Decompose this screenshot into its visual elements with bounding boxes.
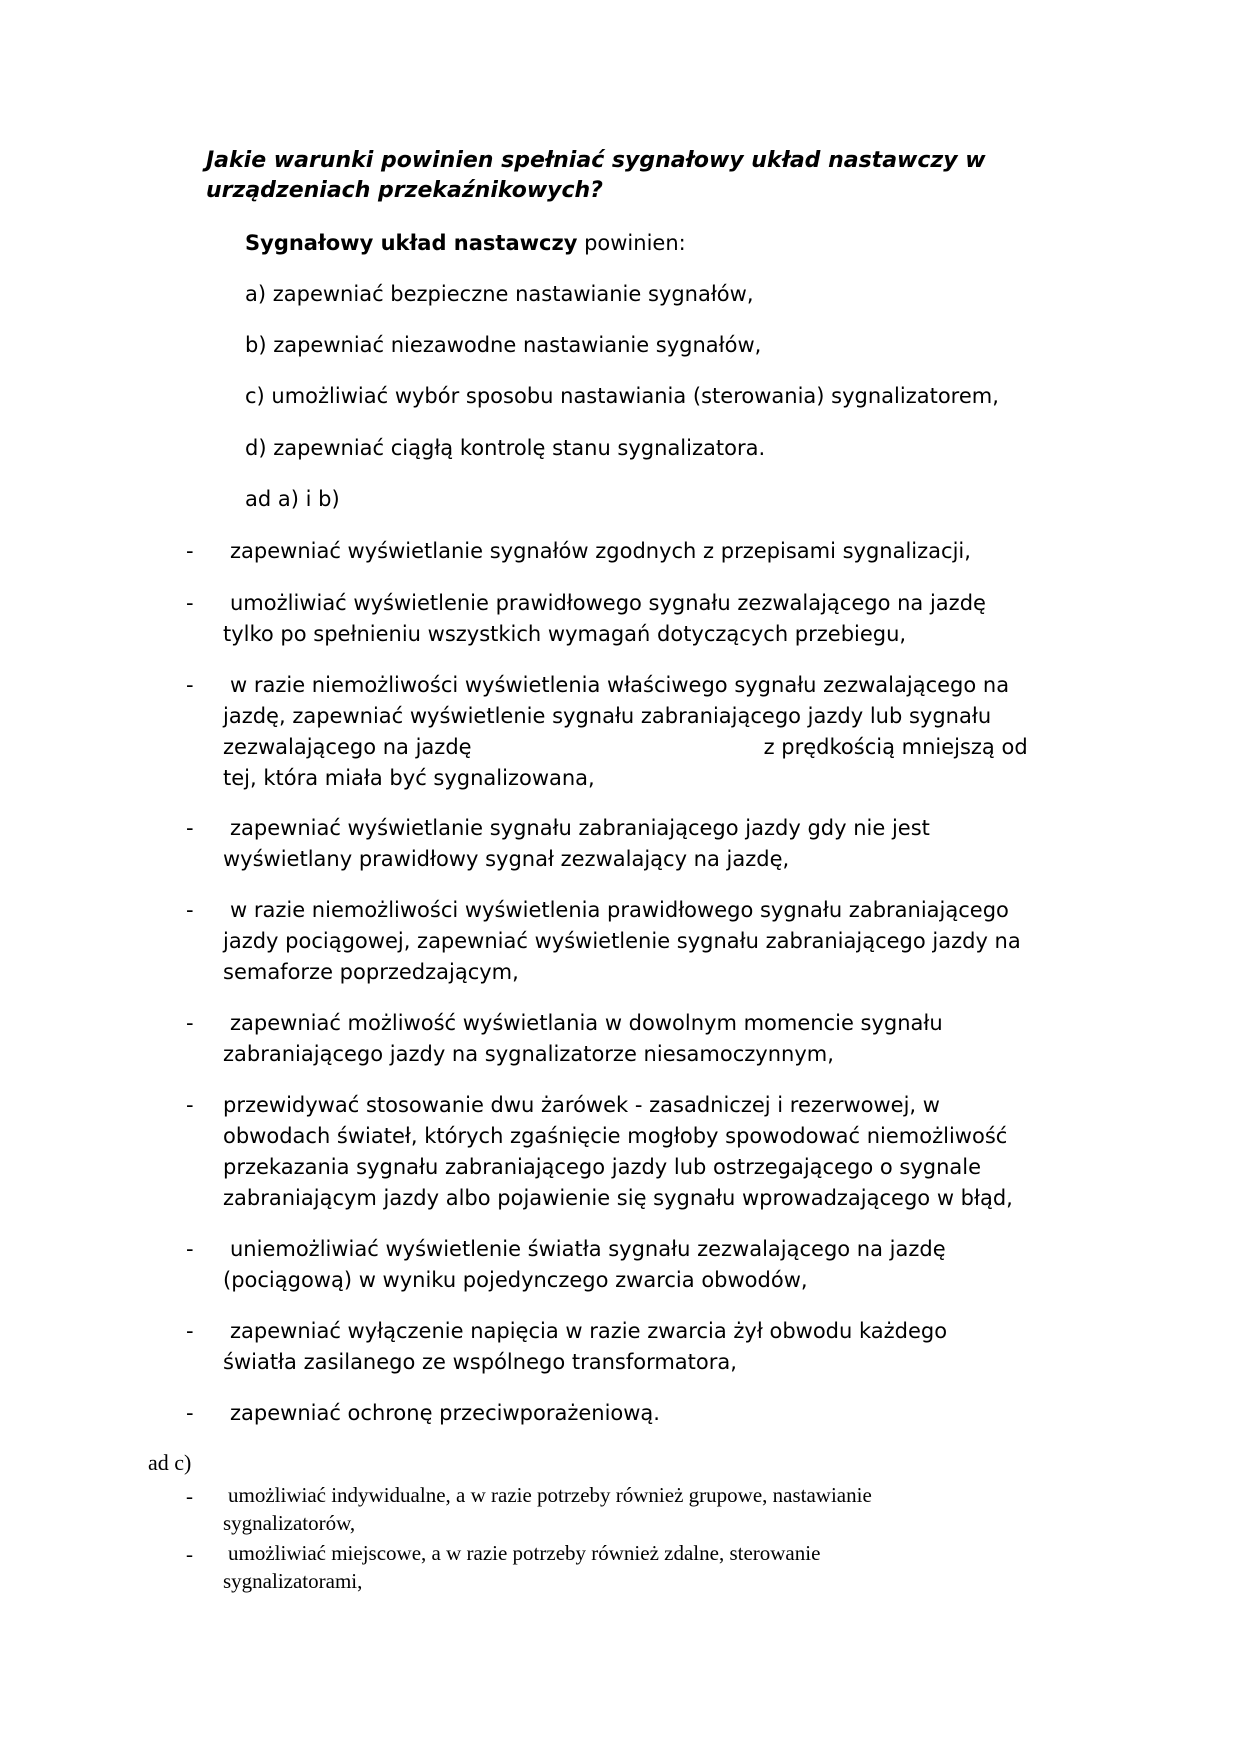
bullet-dash: - (186, 539, 194, 563)
bullet-dash: - (186, 673, 194, 697)
ad-ab-heading: ad a) i b) (245, 487, 340, 511)
bullet-dash: - (186, 1484, 193, 1508)
bullet-dash: - (186, 591, 194, 615)
item-b: b) zapewniać niezawodne nastawianie sygnałów, (245, 333, 762, 357)
list-item: w razie niemożliwości wyświetlenia właściwego sygnału zezwalającego na jazdę, zapewniać wyświetlenie sygnału zabraniającego jazdy lub sygnału zezwalającego na jazdę z prędkością mniejszą od tej, która miała być sygnalizowana, (223, 673, 1028, 790)
bullet-dash: - (186, 1401, 194, 1425)
item-a: a) zapewniać bezpieczne nastawianie sygnałów, (245, 282, 754, 306)
bullet-dash: - (186, 1237, 194, 1261)
list-item: umożliwiać wyświetlenie prawidłowego sygnału zezwalającego na jazdę tylko po spełnieniu wszystkich wymagań dotyczących przebiegu, (223, 591, 986, 646)
item-d: d) zapewniać ciągłą kontrolę stanu sygnalizatora. (245, 436, 766, 460)
list-item: zapewniać ochronę przeciwporażeniową. (230, 1401, 660, 1425)
bullet-dash: - (186, 816, 194, 840)
bullet-dash: - (186, 1319, 194, 1343)
list-item: przewidywać stosowanie dwu żarówek - zasadniczej i rezerwowej, w obwodach świateł, których zgaśnięcie mogłoby spowodować niemożliwość przekazania sygnału zabraniającego jazdy lub ostrzegającego o sygnale zabraniającym jazdy albo pojawienie się sygnału wprowadzającego w błąd, (223, 1093, 1013, 1210)
ad-c-heading: ad c) (148, 1450, 192, 1475)
bullet-dash: - (186, 1011, 194, 1035)
list-item: umożliwiać miejscowe, a w razie potrzeby również zdalne, sterowanie sygnalizatorami, (223, 1541, 821, 1593)
list-item: zapewniać możliwość wyświetlania w dowolnym momencie sygnału zabraniającego jazdy na sygnalizatorze niesamoczynnym, (223, 1011, 943, 1066)
list-item: uniemożliwiać wyświetlenie światła sygnału zezwalającego na jazdę (pociągową) w wyniku pojedynczego zwarcia obwodów, (223, 1237, 946, 1292)
bullet-dash: - (186, 898, 194, 922)
item-c: c) umożliwiać wybór sposobu nastawiania (sterowania) sygnalizatorem, (245, 384, 999, 408)
bullet-dash: - (186, 1542, 193, 1566)
list-item: umożliwiać indywidualne, a w razie potrzeby również grupowe, nastawianie sygnalizatorów, (223, 1483, 872, 1535)
intro-bold: Sygnałowy układ nastawczy (245, 231, 578, 255)
intro-rest: powinien: (577, 231, 686, 255)
list-item: zapewniać wyświetlanie sygnału zabraniającego jazdy gdy nie jest wyświetlany prawidłowy sygnał zezwalający na jazdę, (223, 816, 930, 871)
list-item: zapewniać wyświetlanie sygnałów zgodnych z przepisami sygnalizacji, (230, 539, 971, 563)
list-item: zapewniać wyłączenie napięcia w razie zwarcia żył obwodu każdego światła zasilanego ze wspólnego transformatora, (223, 1319, 948, 1374)
bullet-dash: - (186, 1093, 194, 1117)
list-item: w razie niemożliwości wyświetlenia prawidłowego sygnału zabraniającego jazdy pociągowej, zapewniać wyświetlenie sygnału zabraniającego jazdy na semaforze poprzedzającym, (223, 898, 1021, 984)
intro-line (245, 228, 686, 259)
page-title: Jakie warunki powinien spełniać sygnałowy układ nastawczy w urządzeniach przekaźnikowych? (206, 148, 986, 203)
